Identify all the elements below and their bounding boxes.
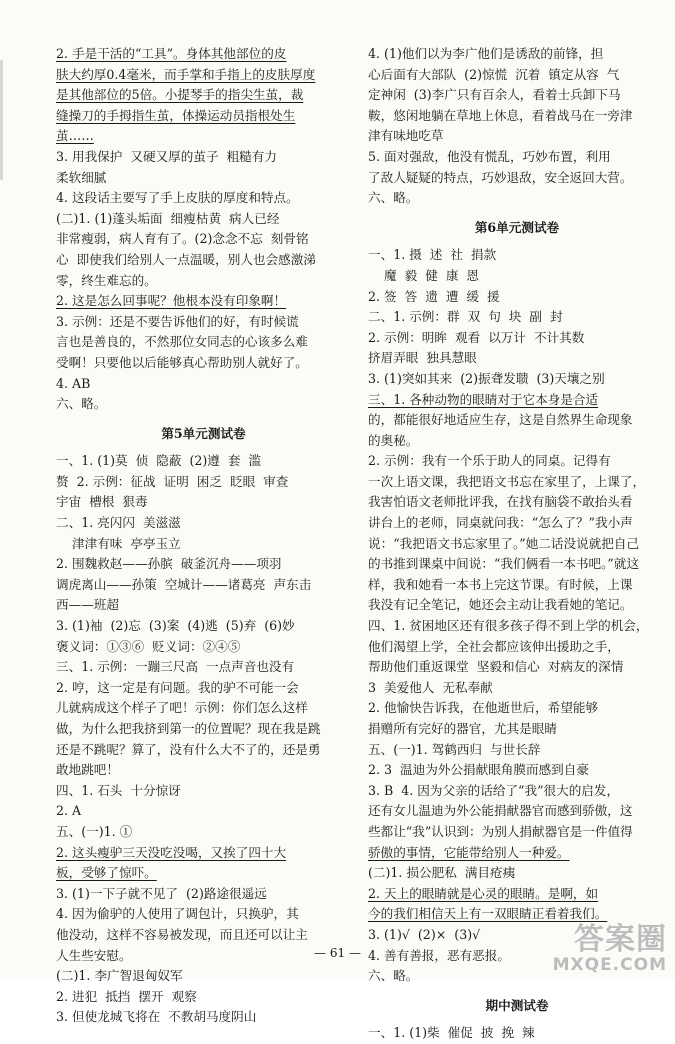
answer-line: 板，受够了惊吓。 [56, 865, 157, 881]
answer-line: 三、1. 示例：一蹦三尺高 一点声音也没有 [56, 659, 295, 675]
answer-line: (二)1. 李广智退匈奴军 [56, 968, 183, 984]
answer-line: 3. (1)一下子就不见了 (2)路途很遥远 [56, 885, 267, 901]
answer-line: 定神闲 (3)李广只有百余人，看着士兵卸下马 [368, 87, 621, 103]
answer-line: 3 美爱他人 无私奉献 [368, 679, 493, 695]
answer-line: 2. 这头瘦驴三天没吃没喝，又挨了四十大 [56, 844, 287, 860]
answer-line: 鞍，悠闲地躺在草地上休息，看着战马在一旁津 [368, 107, 633, 123]
answer-line: 肤大约厚0.4毫米，而手掌和手指上的皮肤厚度 [56, 66, 316, 82]
answer-line: 挤眉弄眼 独具慧眼 [368, 350, 477, 366]
watermark-bottom-text: MXQE.COM [552, 955, 667, 975]
answer-line: 一、1. (1)莫 侦 隐蔽 (2)遵 套 滥 [56, 453, 262, 469]
answer-line: 4. 善有善报，恶有恶报。 [368, 947, 510, 963]
answer-line: 了敌人疑疑的特点，巧妙退敌，安全返回大营。 [368, 169, 633, 185]
answer-line: 2. 示例：我有一个乐于助人的同桌。记得有 [368, 453, 611, 469]
answer-line: 六、略。 [368, 190, 419, 206]
answer-line: 2. 手是干活的“工具”。身体其他部位的皮 [56, 46, 287, 61]
binding-shadow [0, 60, 3, 180]
answer-line: 3. 但使龙城飞将在 不教胡马度阴山 [56, 1009, 257, 1025]
answer-line: 心后面有大部队 (2)惊慌 沉着 镇定从容 气 [368, 66, 620, 82]
answer-line: 做，为什么把我挤到第一的位置呢？现在我是跳 [56, 721, 321, 736]
answer-line: 帮助他们重返课堂 坚毅和信心 对病友的深情 [368, 659, 624, 675]
answer-line: 柔软细腻 [56, 169, 107, 185]
answer-line: 2. 进犯 抵挡 摆开 观察 [56, 988, 197, 1004]
right-column [368, 44, 666, 1044]
answer-line: 言也是善良的，不然那位女同志的心该多么难 [56, 334, 308, 350]
answer-line: 3. (1)袖 (2)忘 (3)案 (4)逃 (5)弃 (6)妙 [56, 618, 295, 634]
answer-line: 3. 用我保护 又硬又厚的茧子 粗糙有力 [56, 148, 277, 164]
answer-line: 我没有记全笔记，她还会主动让我看她的笔记。 [368, 597, 633, 613]
answer-line: 今的我们相信天上有一双眼睛正看着我们。 [368, 906, 608, 922]
watermark-top-text: 答案圈 [574, 922, 667, 957]
answer-line: 津津有味 亭亭玉立 [56, 535, 181, 551]
answer-line: 二、1. 亮闪闪 美滋滋 [56, 515, 181, 531]
answer-line: 4. 这段话主要写了手上皮肤的厚度和特点。 [56, 190, 299, 206]
answer-line: 些都让“我”认识到：为别人捐献器官是一件值得 [368, 823, 633, 839]
answer-line: 说：“我把语文书忘家里了。”她二话没说就把自己 [368, 535, 640, 551]
answer-line: 零，终生难忘的。 [56, 272, 157, 288]
answer-line: 骄傲的事情，它能带给别人一种爱。 [368, 844, 570, 860]
answer-line: 五、(一)1. 驾鹤西归 与世长辞 [368, 741, 541, 757]
answer-line: 讲台上的老师，同桌就问我：“怎么了？”我小声 [368, 515, 633, 531]
answer-line: 是其他部位的5倍。小提琴手的指尖生茧，裁 [56, 87, 304, 103]
answer-line: 他们渴望上学，全社会都应该伸出援助之手， [368, 638, 620, 654]
answer-line: 调虎离山——孙策 空城计——诸葛亮 声东击 [56, 576, 312, 592]
answer-line: 六、略。 [368, 968, 419, 984]
answer-line: 五、(一)1. ① [56, 823, 133, 839]
answer-line: 2. 他愉快告诉我，在他逝世后，希望能够 [368, 700, 599, 716]
answer-line: 四、1. 石头 十分惊讶 [56, 782, 181, 798]
answer-line: 2. 围魏救赵——孙膑 破釜沉舟——项羽 [56, 556, 282, 572]
answer-line: 赘 2. 示例：征战 证明 困乏 眨眼 审查 [56, 473, 289, 489]
answer-line: 3. 示例：还是不要告诉他们的好，有时候谎 [56, 313, 299, 329]
page-number: — 61 — [314, 946, 361, 960]
answer-line: 3. (1)突如其来 (2)振聋发聩 (3)天壤之别 [368, 370, 605, 386]
answer-line: 六、略。 [56, 396, 107, 412]
answer-line: (二)1. (1)蓬头垢面 细瘦枯黄 病人已经 [56, 210, 280, 226]
answer-line: 心 即使我们给别人一点温暖，别人也会感激涕 [56, 251, 316, 267]
answer-line: 5. 面对强敌，他没有慌乱，巧妙布置，利用 [368, 148, 611, 164]
answer-line: 2. 哼，这一定是有问题。我的驴不可能一会 [56, 679, 299, 695]
answer-line: 一、1. 摄 述 社 捐款 [368, 247, 497, 263]
section-heading: 第5单元测试卷 [161, 425, 246, 441]
answer-line: 样，我和她看一本书上完这节课。有时候，上课 [368, 576, 633, 592]
answer-line: 儿就病成这个样子了吧！示例：你们怎么这样 [56, 700, 308, 716]
answer-line: 2. 签 答 遗 遭 缓 援 [368, 288, 500, 304]
left-column [56, 44, 351, 1028]
answer-line: 宇宙 槽根 狠毒 [56, 494, 148, 510]
answer-line: 4. (1)他们以为李广他们是诱敌的前锋，担 [368, 46, 604, 61]
answer-line: (二)1. 损公肥私 满目疮痍 [368, 865, 516, 881]
answer-line: 人生些安慰。 [56, 947, 132, 963]
answer-line: 还是不跳呢？算了，没有什么大不了的，还是勇 [56, 741, 321, 757]
answer-line: 受啊！只要他以后能够真心帮助别人就好了。 [56, 354, 308, 370]
answer-line: 津有味地吃草 [368, 128, 444, 144]
answer-line: 2. 这是怎么回事呢？他根本没有印象啊！ [56, 293, 287, 309]
answer-line: 捐赠所有完好的器官，尤其是眼睛 [368, 721, 557, 736]
answer-line: 3. (1)√ (2)× (3)√ [368, 926, 481, 942]
answer-line: 一、1. (1)柴 催促 披 挽 辣 [368, 1025, 535, 1041]
answer-line: 西——班超 [56, 597, 119, 613]
answer-line: 的书推到课桌中间说：“我们俩看一本书吧。”就这 [368, 556, 640, 572]
answer-line: 魔 毅 健 康 恩 [368, 267, 480, 283]
answer-line: 他没动，这样不容易被发现，而且还可以让主 [56, 926, 308, 942]
answer-line: 2. A [56, 803, 82, 819]
answer-line: 2. 3 温迪为外公捐献眼角膜而感到自豪 [368, 762, 589, 778]
answer-line: 非常瘦弱，病人育有了。(2)念念不忘 刻骨铭 [56, 231, 309, 247]
answer-line: 我害怕语文老师批评我，在找有脑袋不敢抬头看 [368, 494, 633, 510]
answer-line: 褒义词：①③⑥ 贬义词：②④⑤ [56, 638, 241, 654]
answer-line: 的奥秘。 [368, 432, 419, 448]
section-heading: 期中测试卷 [485, 997, 549, 1013]
answer-line: 缝操刀的手拇指生茧，体操运动员指根处生 [56, 107, 296, 123]
watermark-logo [552, 922, 667, 975]
section-heading: 第6单元测试卷 [474, 219, 560, 235]
answer-line: 4. AB [56, 375, 91, 391]
answer-line: 一次上语文课，我把语文书忘在家里了，上课了， [368, 473, 646, 489]
answer-line: 四、1. 贫困地区还有很多孩子得不到上学的机会， [368, 618, 649, 634]
answer-line: 3. B 4. 因为父亲的话给了“我”很大的启发， [368, 782, 620, 798]
answer-line: 三、1. 各种动物的眼睛对于它本身是合适 [368, 391, 599, 407]
answer-line: 二、1. 示例：群 双 句 块 副 封 [368, 309, 563, 325]
answer-line: 2. 示例：明眸 观看 以万计 不计其数 [368, 329, 585, 345]
answer-line: 4. 因为偷驴的人使用了调包计，只换驴，其 [56, 906, 299, 922]
answer-line: 茧…… [56, 128, 94, 144]
answer-line: 2. 天上的眼睛就是心灵的眼睛。是啊，如 [368, 885, 599, 901]
answer-line: 的，都能很好地适应生存，这是自然界生命现象 [368, 412, 633, 428]
answer-line: 还有女儿温迪为外公能捐献器官而感到骄傲，这 [368, 803, 633, 819]
answer-line: 敢地跳吧！ [56, 762, 119, 778]
